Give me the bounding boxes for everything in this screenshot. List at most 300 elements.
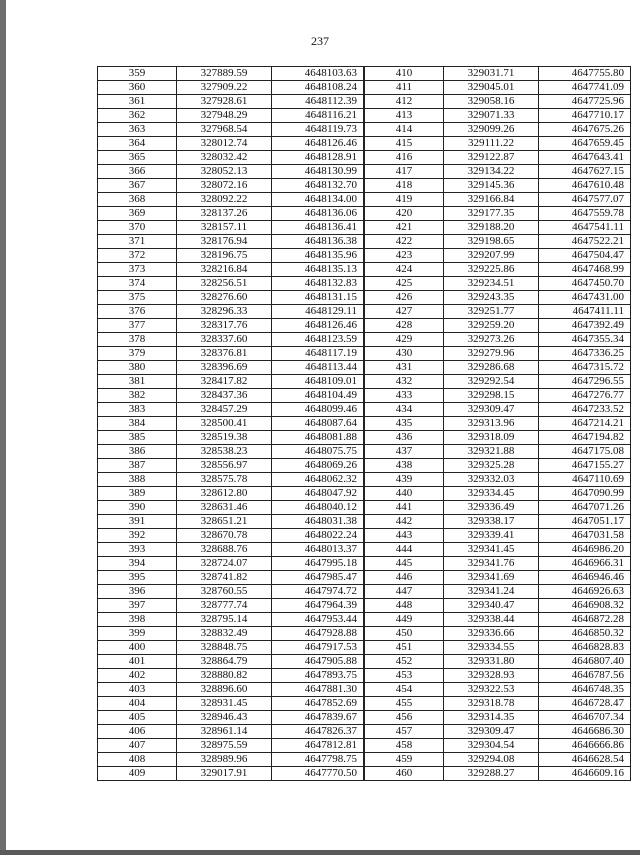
x-coordinate-cell: 328337.60 — [177, 333, 272, 347]
y-coordinate-cell: 4646986.20 — [539, 543, 631, 557]
point-number-cell: 377 — [98, 319, 177, 333]
point-number-cell: 452 — [365, 655, 444, 669]
table-row — [365, 179, 631, 193]
table-row — [98, 207, 364, 221]
x-coordinate-cell: 329336.49 — [444, 501, 539, 515]
table-row — [98, 165, 364, 179]
x-coordinate-cell: 329322.53 — [444, 683, 539, 697]
y-coordinate-cell: 4648132.70 — [272, 179, 364, 193]
point-number-cell: 397 — [98, 599, 177, 613]
table-row — [98, 235, 364, 249]
x-coordinate-cell: 328777.74 — [177, 599, 272, 613]
point-number-cell: 419 — [365, 193, 444, 207]
y-coordinate-cell: 4648136.38 — [272, 235, 364, 249]
table-row — [365, 613, 631, 627]
y-coordinate-cell: 4647110.69 — [539, 473, 631, 487]
y-coordinate-cell: 4647468.99 — [539, 263, 631, 277]
y-coordinate-cell: 4647051.17 — [539, 515, 631, 529]
table-row — [98, 725, 364, 739]
table-row — [365, 305, 631, 319]
x-coordinate-cell: 329331.80 — [444, 655, 539, 669]
table-row — [98, 333, 364, 347]
point-number-cell: 453 — [365, 669, 444, 683]
y-coordinate-cell: 4647675.26 — [539, 123, 631, 137]
table-row — [365, 81, 631, 95]
point-number-cell: 392 — [98, 529, 177, 543]
point-number-cell: 387 — [98, 459, 177, 473]
table-row — [98, 291, 364, 305]
y-coordinate-cell: 4648087.64 — [272, 417, 364, 431]
y-coordinate-cell: 4648069.26 — [272, 459, 364, 473]
x-coordinate-cell: 329234.51 — [444, 277, 539, 291]
table-row — [365, 529, 631, 543]
point-number-cell: 430 — [365, 347, 444, 361]
x-coordinate-cell: 328832.49 — [177, 627, 272, 641]
table-row — [98, 109, 364, 123]
table-row — [98, 305, 364, 319]
table-row — [365, 263, 631, 277]
y-coordinate-cell: 4648062.32 — [272, 473, 364, 487]
y-coordinate-cell: 4647839.67 — [272, 711, 364, 725]
point-number-cell: 395 — [98, 571, 177, 585]
y-coordinate-cell: 4646787.56 — [539, 669, 631, 683]
x-coordinate-cell: 328437.36 — [177, 389, 272, 403]
y-coordinate-cell: 4647175.08 — [539, 445, 631, 459]
y-coordinate-cell: 4648134.00 — [272, 193, 364, 207]
y-coordinate-cell: 4648112.39 — [272, 95, 364, 109]
x-coordinate-cell: 329341.69 — [444, 571, 539, 585]
x-coordinate-cell: 328612.80 — [177, 487, 272, 501]
y-coordinate-cell: 4648103.63 — [272, 67, 364, 81]
y-coordinate-cell: 4647826.37 — [272, 725, 364, 739]
table-row — [365, 641, 631, 655]
x-coordinate-cell: 329243.35 — [444, 291, 539, 305]
point-number-cell: 368 — [98, 193, 177, 207]
point-number-cell: 444 — [365, 543, 444, 557]
point-number-cell: 379 — [98, 347, 177, 361]
y-coordinate-cell: 4647610.48 — [539, 179, 631, 193]
y-coordinate-cell: 4648081.88 — [272, 431, 364, 445]
table-row — [98, 403, 364, 417]
table-row — [98, 193, 364, 207]
table-row — [365, 543, 631, 557]
x-coordinate-cell: 329318.78 — [444, 697, 539, 711]
point-number-cell: 378 — [98, 333, 177, 347]
x-coordinate-cell: 329314.35 — [444, 711, 539, 725]
point-number-cell: 367 — [98, 179, 177, 193]
y-coordinate-cell: 4646966.31 — [539, 557, 631, 571]
point-number-cell: 429 — [365, 333, 444, 347]
point-number-cell: 418 — [365, 179, 444, 193]
point-number-cell: 389 — [98, 487, 177, 501]
point-number-cell: 458 — [365, 739, 444, 753]
x-coordinate-cell: 328556.97 — [177, 459, 272, 473]
table-row — [98, 557, 364, 571]
y-coordinate-cell: 4646807.40 — [539, 655, 631, 669]
table-row — [98, 697, 364, 711]
point-number-cell: 435 — [365, 417, 444, 431]
y-coordinate-cell: 4648075.75 — [272, 445, 364, 459]
point-number-cell: 457 — [365, 725, 444, 739]
y-coordinate-cell: 4648116.21 — [272, 109, 364, 123]
table-row — [98, 361, 364, 375]
x-coordinate-cell: 328176.94 — [177, 235, 272, 249]
y-coordinate-cell: 4648117.19 — [272, 347, 364, 361]
x-coordinate-cell: 328417.82 — [177, 375, 272, 389]
x-coordinate-cell: 329279.96 — [444, 347, 539, 361]
y-coordinate-cell: 4647276.77 — [539, 389, 631, 403]
point-number-cell: 399 — [98, 627, 177, 641]
point-number-cell: 401 — [98, 655, 177, 669]
x-coordinate-cell: 329338.17 — [444, 515, 539, 529]
table-row — [365, 277, 631, 291]
x-coordinate-cell: 328795.14 — [177, 613, 272, 627]
point-number-cell: 432 — [365, 375, 444, 389]
y-coordinate-cell: 4647392.49 — [539, 319, 631, 333]
y-coordinate-cell: 4647522.21 — [539, 235, 631, 249]
x-coordinate-cell: 329058.16 — [444, 95, 539, 109]
point-number-cell: 366 — [98, 165, 177, 179]
point-number-cell: 360 — [98, 81, 177, 95]
x-coordinate-cell: 329298.15 — [444, 389, 539, 403]
table-row — [98, 81, 364, 95]
x-coordinate-cell: 328457.29 — [177, 403, 272, 417]
x-coordinate-cell: 329294.08 — [444, 753, 539, 767]
table-row — [98, 123, 364, 137]
table-row — [365, 655, 631, 669]
x-coordinate-cell: 329071.33 — [444, 109, 539, 123]
y-coordinate-cell: 4647741.09 — [539, 81, 631, 95]
y-coordinate-cell: 4647905.88 — [272, 655, 364, 669]
table-row — [98, 655, 364, 669]
table-row — [365, 109, 631, 123]
table-row — [98, 487, 364, 501]
point-number-cell: 402 — [98, 669, 177, 683]
x-coordinate-cell: 327928.61 — [177, 95, 272, 109]
table-row — [98, 431, 364, 445]
point-number-cell: 376 — [98, 305, 177, 319]
table-row — [365, 697, 631, 711]
point-number-cell: 411 — [365, 81, 444, 95]
x-coordinate-cell: 328741.82 — [177, 571, 272, 585]
table-row — [365, 571, 631, 585]
table-row — [98, 753, 364, 767]
y-coordinate-cell: 4648131.15 — [272, 291, 364, 305]
y-coordinate-cell: 4647541.11 — [539, 221, 631, 235]
point-number-cell: 405 — [98, 711, 177, 725]
point-number-cell: 406 — [98, 725, 177, 739]
x-coordinate-cell: 329288.27 — [444, 767, 539, 781]
y-coordinate-cell: 4647296.55 — [539, 375, 631, 389]
table-row — [98, 599, 364, 613]
x-coordinate-cell: 329188.20 — [444, 221, 539, 235]
table-row — [365, 123, 631, 137]
table-row — [98, 375, 364, 389]
point-number-cell: 442 — [365, 515, 444, 529]
point-number-cell: 359 — [98, 67, 177, 81]
point-number-cell: 422 — [365, 235, 444, 249]
table-row — [365, 417, 631, 431]
table-row — [98, 529, 364, 543]
point-number-cell: 425 — [365, 277, 444, 291]
table-row — [365, 291, 631, 305]
x-coordinate-cell: 328216.84 — [177, 263, 272, 277]
x-coordinate-cell: 329318.09 — [444, 431, 539, 445]
table-row — [365, 235, 631, 249]
right-coordinate-table — [364, 66, 631, 781]
x-coordinate-cell: 329273.26 — [444, 333, 539, 347]
y-coordinate-cell: 4647071.26 — [539, 501, 631, 515]
y-coordinate-cell: 4646926.63 — [539, 585, 631, 599]
table-row — [365, 739, 631, 753]
x-coordinate-cell: 327889.59 — [177, 67, 272, 81]
point-number-cell: 420 — [365, 207, 444, 221]
table-row — [365, 207, 631, 221]
point-number-cell: 362 — [98, 109, 177, 123]
point-number-cell: 427 — [365, 305, 444, 319]
point-number-cell: 374 — [98, 277, 177, 291]
point-number-cell: 431 — [365, 361, 444, 375]
point-number-cell: 372 — [98, 249, 177, 263]
point-number-cell: 443 — [365, 529, 444, 543]
table-row — [365, 501, 631, 515]
x-coordinate-cell: 328052.13 — [177, 165, 272, 179]
x-coordinate-cell: 329341.45 — [444, 543, 539, 557]
y-coordinate-cell: 4646707.34 — [539, 711, 631, 725]
x-coordinate-cell: 328032.42 — [177, 151, 272, 165]
x-coordinate-cell: 328651.21 — [177, 515, 272, 529]
table-row — [365, 333, 631, 347]
x-coordinate-cell: 328317.76 — [177, 319, 272, 333]
table-row — [365, 725, 631, 739]
y-coordinate-cell: 4647431.00 — [539, 291, 631, 305]
y-coordinate-cell: 4648113.44 — [272, 361, 364, 375]
y-coordinate-cell: 4647411.11 — [539, 305, 631, 319]
y-coordinate-cell: 4648135.96 — [272, 249, 364, 263]
table-row — [98, 641, 364, 655]
point-number-cell: 447 — [365, 585, 444, 599]
table-row — [98, 711, 364, 725]
y-coordinate-cell: 4647315.72 — [539, 361, 631, 375]
y-coordinate-cell: 4648013.37 — [272, 543, 364, 557]
point-number-cell: 386 — [98, 445, 177, 459]
x-coordinate-cell: 328072.16 — [177, 179, 272, 193]
point-number-cell: 361 — [98, 95, 177, 109]
table-row — [98, 347, 364, 361]
point-number-cell: 410 — [365, 67, 444, 81]
y-coordinate-cell: 4647852.69 — [272, 697, 364, 711]
y-coordinate-cell: 4647627.15 — [539, 165, 631, 179]
table-row — [98, 627, 364, 641]
point-number-cell: 384 — [98, 417, 177, 431]
table-row — [98, 585, 364, 599]
point-number-cell: 412 — [365, 95, 444, 109]
table-row — [365, 445, 631, 459]
table-row — [98, 151, 364, 165]
table-row — [365, 137, 631, 151]
x-coordinate-cell: 329099.26 — [444, 123, 539, 137]
point-number-cell: 417 — [365, 165, 444, 179]
table-row — [365, 431, 631, 445]
x-coordinate-cell: 329207.99 — [444, 249, 539, 263]
x-coordinate-cell: 328946.43 — [177, 711, 272, 725]
point-number-cell: 434 — [365, 403, 444, 417]
x-coordinate-cell: 328092.22 — [177, 193, 272, 207]
y-coordinate-cell: 4648136.06 — [272, 207, 364, 221]
x-coordinate-cell: 328631.46 — [177, 501, 272, 515]
table-row — [365, 487, 631, 501]
table-row — [98, 515, 364, 529]
y-coordinate-cell: 4648104.49 — [272, 389, 364, 403]
y-coordinate-cell: 4646872.28 — [539, 613, 631, 627]
x-coordinate-cell: 329313.96 — [444, 417, 539, 431]
y-coordinate-cell: 4647798.75 — [272, 753, 364, 767]
x-coordinate-cell: 329292.54 — [444, 375, 539, 389]
point-number-cell: 445 — [365, 557, 444, 571]
x-coordinate-cell: 328376.81 — [177, 347, 272, 361]
point-number-cell: 388 — [98, 473, 177, 487]
x-coordinate-cell: 329122.87 — [444, 151, 539, 165]
x-coordinate-cell: 329198.65 — [444, 235, 539, 249]
y-coordinate-cell: 4647643.41 — [539, 151, 631, 165]
point-number-cell: 415 — [365, 137, 444, 151]
y-coordinate-cell: 4647355.34 — [539, 333, 631, 347]
y-coordinate-cell: 4647710.17 — [539, 109, 631, 123]
y-coordinate-cell: 4648128.91 — [272, 151, 364, 165]
x-coordinate-cell: 329145.36 — [444, 179, 539, 193]
page-number: 237 — [311, 34, 329, 48]
table-row — [365, 403, 631, 417]
point-number-cell: 371 — [98, 235, 177, 249]
y-coordinate-cell: 4647090.99 — [539, 487, 631, 501]
y-coordinate-cell: 4648040.12 — [272, 501, 364, 515]
y-coordinate-cell: 4648129.11 — [272, 305, 364, 319]
point-number-cell: 454 — [365, 683, 444, 697]
table-row — [98, 263, 364, 277]
point-number-cell: 375 — [98, 291, 177, 305]
table-row — [98, 67, 364, 81]
x-coordinate-cell: 327909.22 — [177, 81, 272, 95]
y-coordinate-cell: 4647985.47 — [272, 571, 364, 585]
x-coordinate-cell: 328931.45 — [177, 697, 272, 711]
table-row — [365, 683, 631, 697]
table-row — [365, 95, 631, 109]
x-coordinate-cell: 329251.77 — [444, 305, 539, 319]
y-coordinate-cell: 4647504.47 — [539, 249, 631, 263]
y-coordinate-cell: 4646728.47 — [539, 697, 631, 711]
table-row — [365, 221, 631, 235]
table-row — [365, 599, 631, 613]
x-coordinate-cell: 328880.82 — [177, 669, 272, 683]
x-coordinate-cell: 329225.86 — [444, 263, 539, 277]
y-coordinate-cell: 4647928.88 — [272, 627, 364, 641]
table-row — [365, 165, 631, 179]
x-coordinate-cell: 328724.07 — [177, 557, 272, 571]
point-number-cell: 437 — [365, 445, 444, 459]
scan-bottom-edge — [0, 850, 640, 855]
x-coordinate-cell: 328760.55 — [177, 585, 272, 599]
point-number-cell: 421 — [365, 221, 444, 235]
table-row — [98, 249, 364, 263]
table-row — [365, 319, 631, 333]
y-coordinate-cell: 4646908.32 — [539, 599, 631, 613]
x-coordinate-cell: 329017.91 — [177, 767, 272, 781]
y-coordinate-cell: 4648099.46 — [272, 403, 364, 417]
point-number-cell: 363 — [98, 123, 177, 137]
point-number-cell: 369 — [98, 207, 177, 221]
point-number-cell: 428 — [365, 319, 444, 333]
x-coordinate-cell: 328538.23 — [177, 445, 272, 459]
y-coordinate-cell: 4647559.78 — [539, 207, 631, 221]
point-number-cell: 383 — [98, 403, 177, 417]
x-coordinate-cell: 329332.03 — [444, 473, 539, 487]
y-coordinate-cell: 4648108.24 — [272, 81, 364, 95]
x-coordinate-cell: 328012.74 — [177, 137, 272, 151]
table-row — [98, 277, 364, 291]
y-coordinate-cell: 4648135.13 — [272, 263, 364, 277]
x-coordinate-cell: 328896.60 — [177, 683, 272, 697]
x-coordinate-cell: 328157.11 — [177, 221, 272, 235]
x-coordinate-cell: 329338.44 — [444, 613, 539, 627]
x-coordinate-cell: 328961.14 — [177, 725, 272, 739]
table-row — [98, 137, 364, 151]
table-row — [365, 347, 631, 361]
point-number-cell: 424 — [365, 263, 444, 277]
y-coordinate-cell: 4648132.83 — [272, 277, 364, 291]
table-row — [365, 669, 631, 683]
x-coordinate-cell: 328396.69 — [177, 361, 272, 375]
y-coordinate-cell: 4647194.82 — [539, 431, 631, 445]
x-coordinate-cell: 329259.20 — [444, 319, 539, 333]
table-row — [365, 375, 631, 389]
table-row — [98, 669, 364, 683]
table-row — [98, 613, 364, 627]
point-number-cell: 450 — [365, 627, 444, 641]
point-number-cell: 414 — [365, 123, 444, 137]
point-number-cell: 394 — [98, 557, 177, 571]
y-coordinate-cell: 4648047.92 — [272, 487, 364, 501]
table-row — [365, 515, 631, 529]
y-coordinate-cell: 4647964.39 — [272, 599, 364, 613]
x-coordinate-cell: 329334.55 — [444, 641, 539, 655]
x-coordinate-cell: 328670.78 — [177, 529, 272, 543]
x-coordinate-cell: 327968.54 — [177, 123, 272, 137]
y-coordinate-cell: 4647995.18 — [272, 557, 364, 571]
left-table-body — [98, 67, 364, 781]
y-coordinate-cell: 4646828.83 — [539, 641, 631, 655]
table-row — [98, 417, 364, 431]
table-row — [365, 361, 631, 375]
right-table-body — [365, 67, 631, 781]
table-row — [365, 67, 631, 81]
point-number-cell: 413 — [365, 109, 444, 123]
x-coordinate-cell: 328989.96 — [177, 753, 272, 767]
y-coordinate-cell: 4646628.54 — [539, 753, 631, 767]
y-coordinate-cell: 4646666.86 — [539, 739, 631, 753]
table-row — [365, 767, 631, 781]
table-row — [98, 319, 364, 333]
point-number-cell: 385 — [98, 431, 177, 445]
table-row — [365, 459, 631, 473]
y-coordinate-cell: 4647031.58 — [539, 529, 631, 543]
x-coordinate-cell: 329309.47 — [444, 725, 539, 739]
point-number-cell: 398 — [98, 613, 177, 627]
point-number-cell: 408 — [98, 753, 177, 767]
point-number-cell: 439 — [365, 473, 444, 487]
y-coordinate-cell: 4647450.70 — [539, 277, 631, 291]
y-coordinate-cell: 4647577.07 — [539, 193, 631, 207]
y-coordinate-cell: 4648119.73 — [272, 123, 364, 137]
